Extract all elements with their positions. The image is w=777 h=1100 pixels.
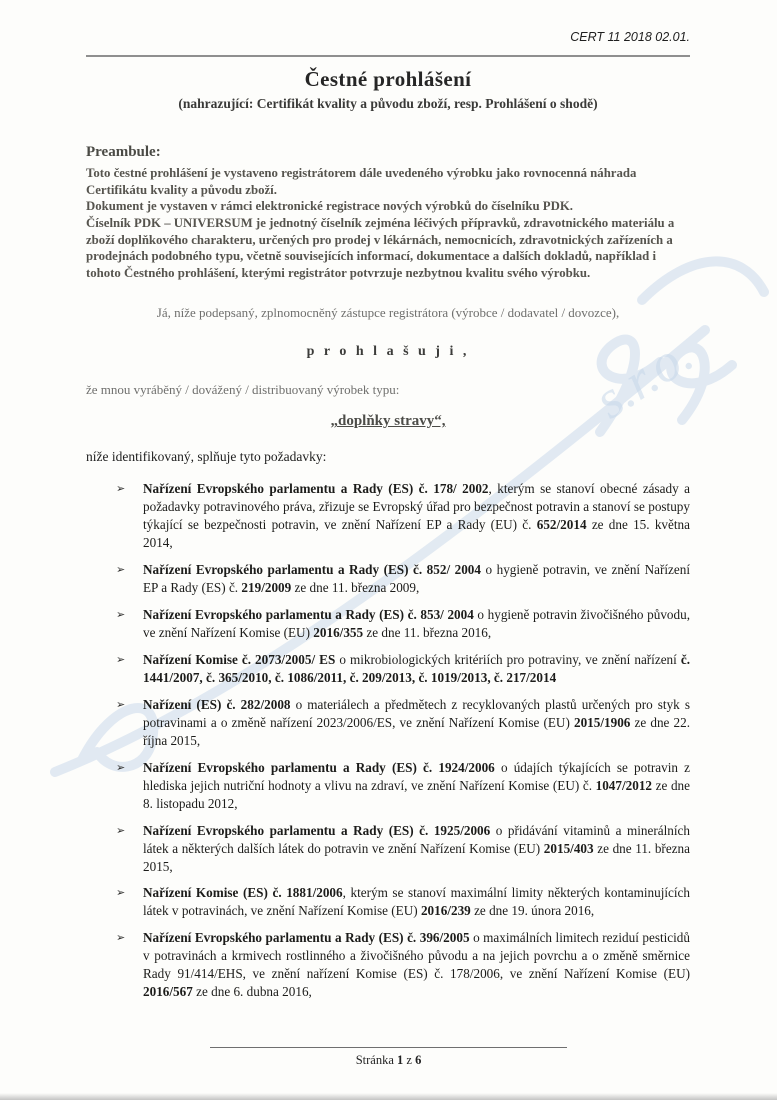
regulation-reference: 219/2009	[241, 580, 292, 596]
regulation-reference: Nařízení Evropského parlamentu a Rady (ES) č. 178/ 2002	[143, 481, 489, 497]
page-footer	[0, 1047, 777, 1068]
page-number	[0, 1053, 777, 1068]
requirement-item	[86, 822, 690, 876]
requirement-text-segment: o mikrobiologických kritériích pro potraviny, ve znění nařízení	[335, 652, 681, 667]
requirement-text	[143, 480, 690, 552]
regulation-reference: Nařízení Komise č. 2073/2005/ ES	[143, 652, 336, 667]
preamble-paragraph: Dokument je vystaven v rámci elektronické registrace nových výrobků do číselníku PDK.	[86, 199, 573, 214]
requirement-text	[143, 696, 690, 750]
arrow-bullet-icon: ➢	[116, 653, 126, 666]
requirement-item	[86, 884, 690, 920]
declarant-line: Já, níže podepsaný, zplnomocněný zástupce registrátora (výrobce / dodavatel / dovozce),	[156, 305, 620, 321]
preamble-heading: Preambule:	[86, 144, 161, 160]
requirement-text-segment: , kterým se stanoví obecné zásady a požadavky potravinového práva, zřizuje se Evropský úřad pro bezpečnost potravin a stanoví se postupy týkající se bezpečnosti potravin, ve znění Nařízení EP a Rady (EU) č.	[143, 481, 690, 533]
requirement-text	[143, 822, 690, 876]
regulation-reference: Nařízení Evropského parlamentu a Rady (ES) č. 853/ 2004	[143, 607, 474, 623]
requirement-text-segment: ze dne 11. března 2015,	[143, 840, 690, 874]
document-subtitle: (nahrazující: Certifikát kvality a původu zboží, resp. Prohlášení o shodě)	[178, 96, 598, 111]
preamble-text	[86, 165, 690, 281]
regulation-reference: Nařízení Evropského parlamentu a Rady (ES) č. 1924/2006	[143, 759, 495, 775]
requirement-text-segment: o údajích týkajících se potravin z hlediska jejich nutriční hodnoty a vlivu na zdraví, ve znění Nařízení Komise (EU) č.	[143, 759, 690, 793]
preamble-paragraph: Číselník PDK – UNIVERSUM je jednotný číselník zejména léčivých přípravků, zdravotnického materiálu a zboží doplňkového charakteru, určených pro prodej v lékárnách, nemocnicích, zdravotnických zařízeních a prodejnách podobného typu, včetně souvisejících informací, dokumentace a dalších dokladů, například i tohoto Čestného prohlášení, kterými registrátor potvrzuje nezbytnou kvalitu svého výrobku.	[86, 215, 675, 280]
arrow-bullet-icon: ➢	[116, 482, 126, 496]
regulation-reference: 6	[415, 1053, 422, 1067]
regulation-reference: Nařízení Evropského parlamentu a Rady (ES) č. 396/2005	[143, 930, 470, 946]
requirement-text-segment: o přidávání vitaminů a minerálních látek a některých dalších látek do potravin ve znění Nařízení Komise (EU)	[143, 822, 690, 856]
document-reference: CERT 11 2018 02.01.	[570, 30, 690, 44]
regulation-reference: 2016/355	[313, 625, 364, 641]
requirement-text-segment: z	[403, 1053, 416, 1067]
requirement-text-segment: o hygieně potravin, ve znění Nařízení EP a Rady (ES) č.	[143, 562, 690, 596]
requirement-item	[86, 759, 690, 813]
requirement-text-segment: o materiálech a předmětech z recyklovaných plastů určených pro styk s potravinami a o změně nařízení 2023/2006/ES, ve znění Nařízení Komise (EU)	[143, 696, 690, 730]
regulation-reference: č. 1441/2007, č. 365/2010, č. 1086/2011, č. 209/2013, č. 1019/2013, č. 217/2014	[143, 652, 690, 685]
arrow-bullet-icon: ➢	[116, 608, 126, 622]
requirement-item	[86, 561, 690, 597]
product-type	[86, 413, 690, 430]
regulation-reference: 2016/239	[420, 903, 471, 919]
regulation-reference: 2016/567	[143, 984, 193, 1000]
requirements-intro: níže identifikovaný, splňuje tyto požadavky:	[86, 449, 327, 465]
arrow-bullet-icon: ➢	[116, 760, 126, 774]
product-type-text: „doplňky stravy“,	[330, 413, 446, 430]
arrow-bullet-icon: ➢	[116, 931, 126, 945]
requirement-text-segment: ze dne 15. května 2014,	[143, 517, 690, 551]
scan-edge-shadow	[0, 1093, 777, 1100]
header-divider	[86, 55, 690, 57]
regulation-reference: 1047/2012	[595, 777, 653, 793]
requirement-text-segment: ze dne 22. října 2015,	[143, 714, 690, 748]
arrow-bullet-icon: ➢	[116, 886, 126, 900]
arrow-bullet-icon: ➢	[116, 697, 126, 711]
requirement-text	[143, 884, 690, 920]
requirement-item	[86, 480, 690, 552]
requirement-text-segment: Stránka	[355, 1053, 397, 1067]
arrow-bullet-icon: ➢	[116, 823, 126, 837]
requirement-text-segment: o hygieně potravin živočišného původu, ve znění Nařízení Komise (EU)	[143, 607, 690, 641]
preamble-paragraph: Toto čestné prohlášení je vystaveno registrátorem dále uvedeného výrobku jako rovnocenná náhrada Certifikátu kvality a původu zboží.	[86, 166, 637, 197]
requirement-text	[143, 561, 690, 597]
requirement-text-segment: ze dne 19. února 2016,	[470, 903, 595, 919]
requirement-text-segment: ze dne 8. listopadu 2012,	[143, 777, 690, 811]
requirement-text-segment: ze dne 11. března 2016,	[363, 625, 492, 641]
footer-divider	[210, 1047, 567, 1048]
regulation-reference: Nařízení (ES) č. 282/2008	[143, 696, 291, 712]
regulation-reference: 2015/403	[543, 840, 594, 856]
regulation-reference: Nařízení Evropského parlamentu a Rady (ES) č. 852/ 2004	[143, 562, 481, 578]
product-line: že mnou vyráběný / dovážený / distribuovaný výrobek typu:	[86, 382, 400, 398]
requirement-text	[143, 929, 690, 1001]
regulation-reference: 652/2014	[536, 517, 587, 533]
requirements-list	[86, 480, 690, 1001]
requirement-text	[143, 759, 690, 813]
regulation-reference: 1	[397, 1053, 404, 1067]
requirement-text-segment: ze dne 6. dubna 2016,	[192, 984, 312, 1000]
watermark-text: s.r.o.	[583, 323, 704, 431]
requirement-text-segment: ze dne 11. března 2009,	[291, 580, 420, 596]
requirement-text	[143, 606, 690, 642]
requirement-text	[143, 651, 690, 687]
arrow-bullet-icon: ➢	[116, 563, 126, 577]
regulation-reference: 2015/1906	[573, 714, 631, 730]
regulation-reference: Nařízení Evropského parlamentu a Rady (ES) č. 1925/2006	[143, 822, 491, 838]
requirement-item	[86, 929, 690, 1001]
page-title: Čestné prohlášení	[304, 67, 472, 91]
declaration-verb: p r o h l a š u j i ,	[306, 344, 470, 360]
requirement-item	[86, 696, 690, 750]
requirement-item	[86, 606, 690, 642]
regulation-reference: Nařízení Komise (ES) č. 1881/2006	[143, 885, 343, 901]
requirement-item	[86, 651, 690, 687]
requirement-text-segment: o maximálních limitech reziduí pesticidů v potravinách a krmivech rostlinného a živočišného původu a na jejich povrchu a o změně směrnice Rady 91/414/EHS, ve znění nařízení Komise (ES) č. 178/2006, ve znění Nařízení Komise (EU)	[143, 930, 690, 982]
requirement-text-segment: , kterým se stanoví maximální limity některých kontaminujících látek v potravinách, ve znění Nařízení Komise (EU)	[143, 885, 690, 919]
